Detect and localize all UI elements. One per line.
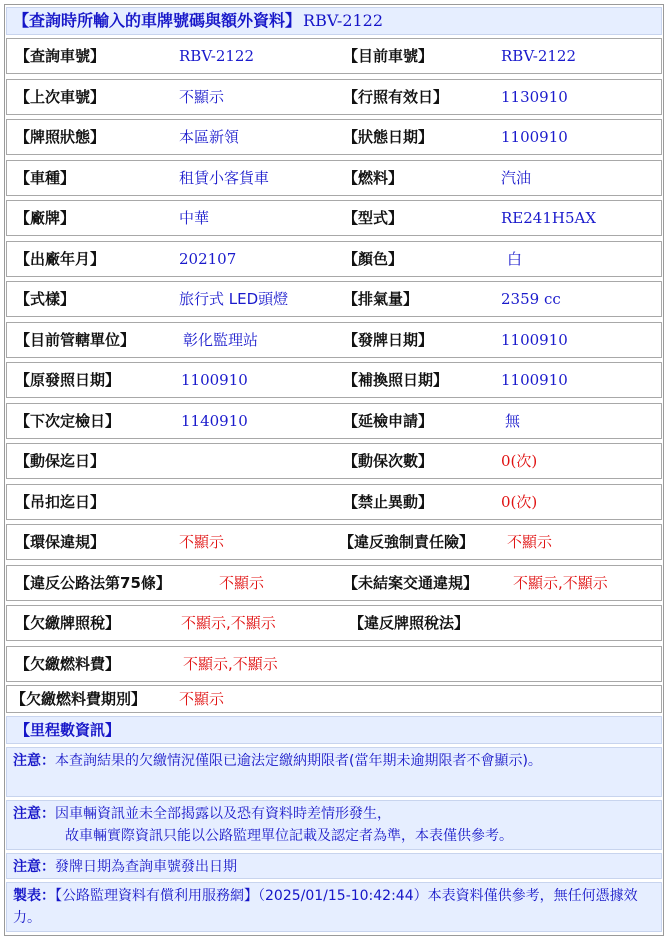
header-title: 【查詢時所輸入的車牌號碼與額外資料】 bbox=[13, 11, 302, 30]
label-displacement: 【排氣量】 bbox=[343, 290, 419, 308]
value-transfer-ban: 0(次) bbox=[501, 493, 538, 511]
report-footer bbox=[6, 882, 662, 932]
row-jurisdiction bbox=[6, 322, 662, 358]
label-transfer-ban: 【禁止異動】 bbox=[343, 493, 434, 511]
note-disclosure-prefix: 注意： bbox=[13, 806, 55, 822]
value-current-plate: RBV-2122 bbox=[501, 47, 577, 65]
row-environment-violation bbox=[6, 524, 662, 560]
value-model: RE241H5AX bbox=[501, 209, 597, 227]
footer-text: 【公路監理資料有償利用服務網】（2025/01/15-10:42:44）本表資料僅供參考，無任何憑據效力。 bbox=[13, 888, 638, 926]
value-inspection-extension: 無 bbox=[505, 412, 521, 430]
value-vehicle-type: 租賃小客貨車 bbox=[179, 169, 270, 187]
value-environment-violation: 不顯示 bbox=[179, 533, 225, 551]
row-chattel-expiry bbox=[6, 443, 662, 479]
note-disclosure-line1: 因車輛資訊並未全部揭露以及恐有資料時差情形發生， bbox=[55, 806, 391, 822]
note-issue-date bbox=[6, 853, 662, 879]
note-issue-date-text: 發牌日期為查詢車號發出日期 bbox=[55, 859, 237, 875]
value-issue-date: 1100910 bbox=[501, 331, 568, 349]
mileage-section-title: 【里程數資訊】 bbox=[6, 716, 662, 744]
value-status-date: 1100910 bbox=[501, 128, 568, 146]
label-body-style: 【式樣】 bbox=[15, 290, 76, 308]
value-unpaid-license-tax: 不顯示,不顯示 bbox=[181, 614, 276, 632]
label-unpaid-license-tax: 【欠繳牌照稅】 bbox=[15, 614, 121, 632]
value-insurance-violation: 不顯示 bbox=[507, 533, 553, 551]
label-reissue-date: 【補換照日期】 bbox=[343, 371, 449, 389]
label-inspection-extension: 【延檢申請】 bbox=[343, 412, 434, 430]
value-last-plate: 不顯示 bbox=[179, 88, 225, 106]
value-next-inspection: 1140910 bbox=[181, 412, 248, 430]
label-jurisdiction: 【目前管轄單位】 bbox=[15, 331, 136, 349]
note-arrears-text: 本查詢結果的欠繳情況僅限已逾法定繳納期限者(當年期未逾期限者不會顯示)。 bbox=[55, 753, 542, 769]
value-color: 白 bbox=[507, 250, 523, 268]
label-insurance-violation: 【違反強制責任險】 bbox=[339, 533, 475, 551]
row-brand bbox=[6, 200, 662, 236]
label-license-expiry: 【行照有效日】 bbox=[343, 88, 449, 106]
label-next-inspection: 【下次定檢日】 bbox=[15, 412, 121, 430]
note-arrears-prefix: 注意： bbox=[13, 753, 55, 769]
label-status-date: 【狀態日期】 bbox=[343, 128, 434, 146]
label-query-plate: 【查詢車號】 bbox=[15, 47, 106, 65]
footer-prefix: 製表： bbox=[13, 888, 55, 904]
row-highway-act-violation bbox=[6, 565, 662, 601]
row-plate-status bbox=[6, 119, 662, 155]
label-chattel-count: 【動保次數】 bbox=[343, 452, 434, 470]
row-body-style bbox=[6, 281, 662, 317]
value-highway-act-violation: 不顯示 bbox=[219, 574, 265, 592]
value-chattel-count: 0(次) bbox=[501, 452, 538, 470]
label-brand: 【廠牌】 bbox=[15, 209, 76, 227]
value-fuel: 汽油 bbox=[501, 169, 532, 187]
label-open-traffic-violation: 【未結案交通違規】 bbox=[343, 574, 479, 592]
value-query-plate: RBV-2122 bbox=[179, 47, 255, 65]
value-displacement: 2359 cc bbox=[501, 290, 561, 308]
value-open-traffic-violation: 不顯示,不顯示 bbox=[513, 574, 608, 592]
value-license-expiry: 1130910 bbox=[501, 88, 568, 106]
row-unpaid-license-tax bbox=[6, 605, 662, 641]
value-reissue-date: 1100910 bbox=[501, 371, 568, 389]
row-next-inspection bbox=[6, 403, 662, 439]
note-disclosure bbox=[6, 800, 662, 850]
value-unpaid-fuel-period: 不顯示 bbox=[179, 690, 225, 708]
label-unpaid-fuel-period: 【欠繳燃料費期別】 bbox=[11, 690, 147, 708]
label-issue-date: 【發牌日期】 bbox=[343, 331, 434, 349]
row-unpaid-fuel-period bbox=[6, 685, 662, 713]
note-issue-date-prefix: 注意： bbox=[13, 859, 55, 875]
value-plate-status: 本區新領 bbox=[179, 128, 240, 146]
label-vehicle-type: 【車種】 bbox=[15, 169, 76, 187]
row-suspension-expiry bbox=[6, 484, 662, 520]
label-current-plate: 【目前車號】 bbox=[343, 47, 434, 65]
label-original-issue: 【原發照日期】 bbox=[15, 371, 121, 389]
label-suspension-expiry: 【吊扣迄日】 bbox=[15, 493, 106, 511]
row-manufacture-date bbox=[6, 241, 662, 277]
value-brand: 中華 bbox=[179, 209, 210, 227]
note-disclosure-line2: 故車輛實際資訊只能以公路監理單位記載及認定者為準，本表僅供參考。 bbox=[65, 828, 513, 844]
label-manufacture-date: 【出廠年月】 bbox=[15, 250, 106, 268]
row-unpaid-fuel-fee bbox=[6, 646, 662, 682]
row-vehicle-type bbox=[6, 160, 662, 196]
label-model: 【型式】 bbox=[343, 209, 404, 227]
label-last-plate: 【上次車號】 bbox=[15, 88, 106, 106]
row-last-plate bbox=[6, 79, 662, 115]
label-color: 【顏色】 bbox=[343, 250, 404, 268]
row-query-plate bbox=[6, 38, 662, 74]
row-original-issue bbox=[6, 362, 662, 398]
label-chattel-expiry: 【動保迄日】 bbox=[15, 452, 106, 470]
value-unpaid-fuel-fee: 不顯示,不顯示 bbox=[183, 655, 278, 673]
label-license-tax-violation: 【違反牌照稅法】 bbox=[349, 614, 470, 632]
label-highway-act-violation: 【違反公路法第75條】 bbox=[15, 574, 171, 592]
note-arrears bbox=[6, 747, 662, 797]
value-manufacture-date: 202107 bbox=[179, 250, 237, 268]
header-plate: RBV-2122 bbox=[303, 11, 384, 30]
value-jurisdiction: 彰化監理站 bbox=[183, 331, 259, 349]
label-unpaid-fuel-fee: 【欠繳燃料費】 bbox=[15, 655, 121, 673]
label-fuel: 【燃料】 bbox=[343, 169, 404, 187]
value-original-issue: 1100910 bbox=[181, 371, 248, 389]
value-body-style: 旅行式 LED頭燈 bbox=[179, 290, 289, 308]
label-plate-status: 【牌照狀態】 bbox=[15, 128, 106, 146]
label-environment-violation: 【環保違規】 bbox=[15, 533, 106, 551]
report-header bbox=[6, 7, 662, 35]
